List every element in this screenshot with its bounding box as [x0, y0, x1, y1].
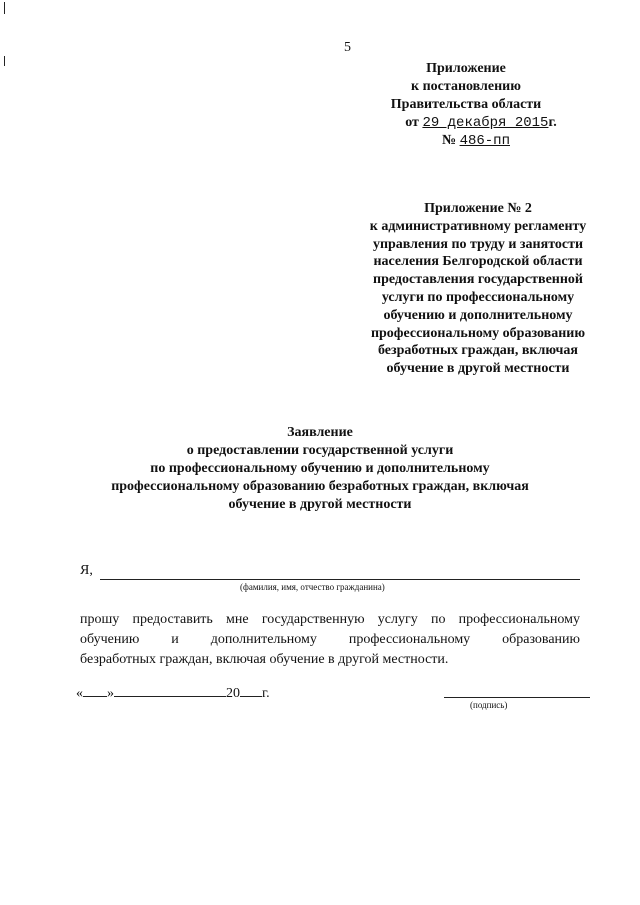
annex-line: обучению и дополнительному [383, 307, 573, 323]
request-line: прошу предоставить мне государственную услугу по профессиональному [80, 612, 580, 627]
request-line: безработных граждан, включая обучение в другой местности. [80, 652, 449, 667]
application-title [90, 424, 550, 514]
applicant-prefix: Я, [80, 563, 93, 578]
stamp-line: Правительства области [390, 97, 542, 112]
annex-line: Приложение № 2 [424, 201, 532, 216]
page-number: 5 [344, 40, 351, 55]
date-suffix: г. [548, 115, 557, 130]
month-field[interactable] [114, 682, 226, 697]
day-field[interactable] [83, 682, 107, 697]
scan-edge-mark [4, 56, 5, 66]
title-line: по профессиональному обучению и дополнительному [150, 461, 490, 476]
annex-line: к административному регламенту [369, 218, 587, 234]
stamp-number-line [356, 132, 576, 150]
number-value: 486-пп [459, 133, 510, 149]
header-stamp [356, 60, 576, 150]
year-field[interactable] [240, 682, 262, 697]
annex-line: населения Белгородской области [373, 254, 583, 270]
request-paragraph [80, 610, 580, 670]
applicant-name-field[interactable] [100, 579, 580, 580]
open-quote: « [76, 686, 83, 701]
annex-line: профессиональному образованию [370, 325, 586, 341]
stamp-line: Приложение [426, 61, 506, 76]
signature-field[interactable] [444, 697, 590, 698]
applicant-name-hint: (фамилия, имя, отчество гражданина) [240, 582, 385, 592]
annex-block [348, 200, 608, 378]
date-prefix: от [405, 115, 419, 130]
annex-line: управления по труду и занятости [372, 236, 584, 252]
year-prefix: 20 [226, 686, 240, 701]
year-suffix: г. [262, 686, 270, 701]
annex-line: обучение в другой местности [386, 361, 570, 377]
annex-line: безработных граждан, включая [377, 343, 578, 359]
title-line: обучение в другой местности [228, 497, 412, 512]
annex-line: предоставления государственной [373, 272, 583, 288]
annex-line: услуги по профессиональному [381, 289, 575, 305]
request-line: обучению и дополнительному профессиональному образованию [80, 632, 580, 647]
title-line: о предоставлении государственной услуги [186, 443, 454, 458]
close-quote: » [107, 686, 114, 701]
scan-edge-mark [4, 2, 5, 14]
date-row [76, 682, 270, 702]
title-line: Заявление [287, 425, 353, 440]
number-prefix: № [442, 133, 457, 148]
title-line: профессиональному образованию безработных граждан, включая [111, 479, 529, 494]
date-value: 29 декабря 2015 [422, 115, 549, 131]
stamp-date-line [356, 114, 576, 132]
stamp-line: к постановлению [411, 79, 521, 94]
signature-hint: (подпись) [470, 700, 508, 710]
